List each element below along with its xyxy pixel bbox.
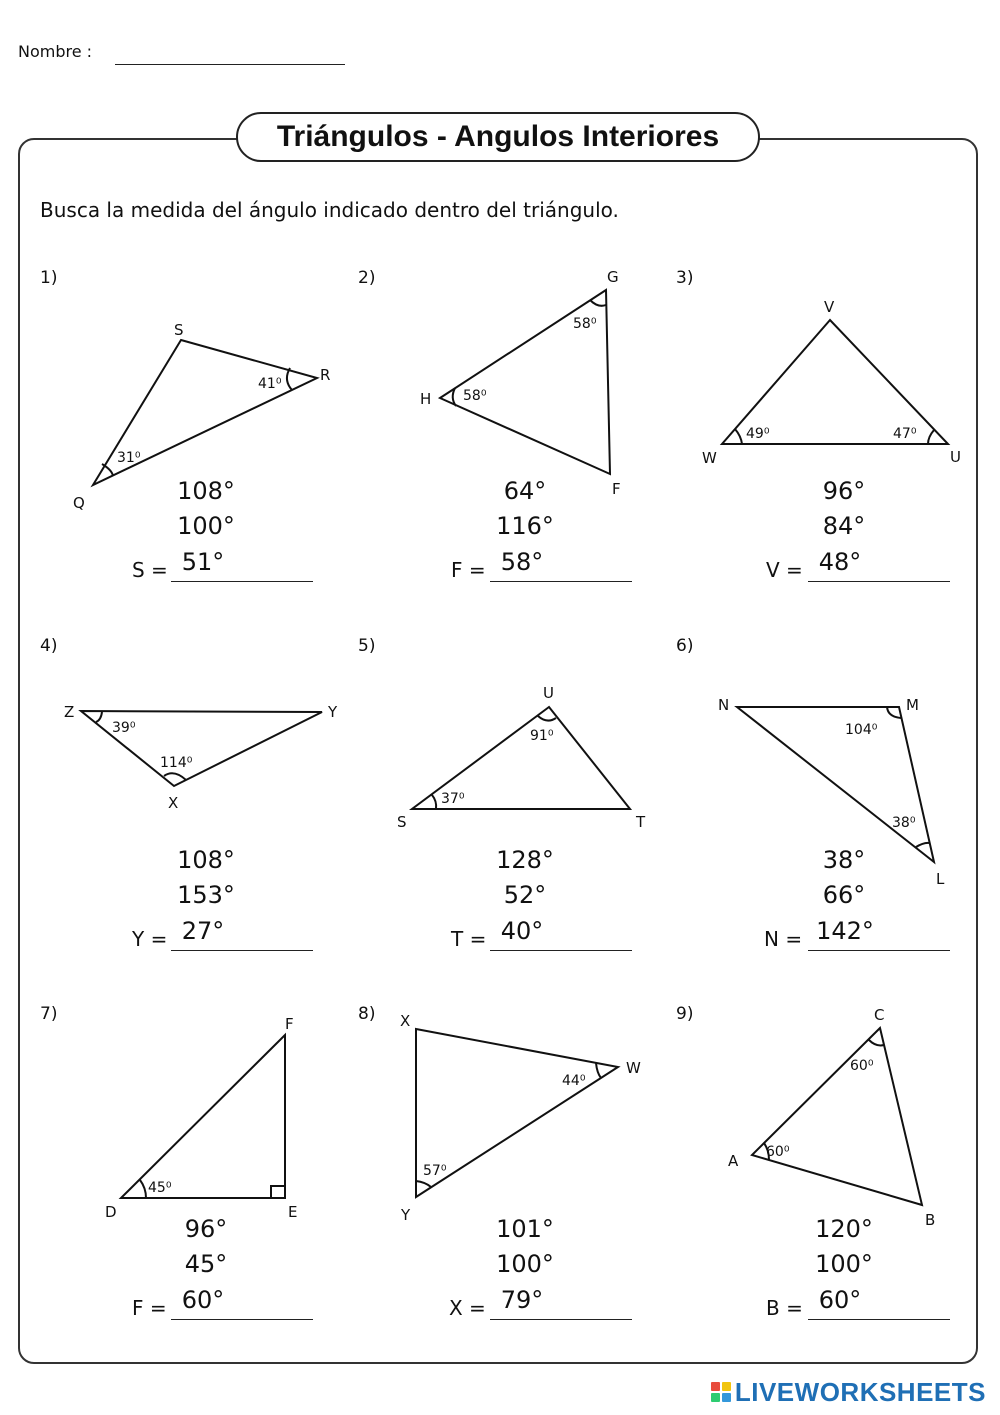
angle-label: 39⁰ bbox=[112, 720, 136, 736]
vertex-label: X bbox=[400, 1012, 411, 1030]
answer-value: 60° bbox=[818, 1286, 862, 1314]
problem-number: 6) bbox=[676, 636, 694, 656]
brand-text: LIVEWORKSHEETS bbox=[734, 1376, 986, 1407]
vertex-label: L bbox=[936, 870, 945, 888]
answer-option: 116° bbox=[496, 512, 554, 540]
answer-label: Y = bbox=[132, 927, 168, 951]
problem-number: 9) bbox=[676, 1004, 694, 1024]
problem-number: 5) bbox=[358, 636, 376, 656]
answer-option: 96° bbox=[184, 1215, 228, 1243]
problem-number: 8) bbox=[358, 1004, 376, 1024]
answer-option: 100° bbox=[496, 1250, 554, 1278]
vertex-label: W bbox=[626, 1059, 641, 1077]
answer-option: 100° bbox=[177, 512, 235, 540]
answer-option: 101° bbox=[496, 1215, 554, 1243]
answer-field[interactable] bbox=[490, 1319, 632, 1320]
answer-value: 27° bbox=[181, 917, 225, 945]
vertex-label: Z bbox=[64, 703, 75, 721]
vertex-label: T bbox=[636, 813, 646, 831]
answer-option: 38° bbox=[822, 846, 866, 874]
answer-option: 52° bbox=[503, 881, 547, 909]
vertex-label: U bbox=[950, 448, 961, 466]
problem-number: 1) bbox=[40, 268, 58, 288]
problem-number: 7) bbox=[40, 1004, 58, 1024]
answer-option: 45° bbox=[184, 1250, 228, 1278]
angle-label: 104⁰ bbox=[845, 722, 878, 738]
answer-option: 84° bbox=[822, 512, 866, 540]
answer-label: B = bbox=[766, 1296, 803, 1320]
angle-label: 60⁰ bbox=[766, 1144, 790, 1160]
vertex-label: S bbox=[397, 813, 407, 831]
answer-option: 128° bbox=[496, 846, 554, 874]
vertex-label: Q bbox=[73, 494, 85, 512]
answer-field[interactable] bbox=[490, 950, 632, 951]
answer-label: V = bbox=[766, 558, 803, 582]
vertex-label: Y bbox=[328, 703, 338, 721]
name-input-line[interactable] bbox=[115, 64, 345, 65]
angle-label: 49⁰ bbox=[746, 426, 770, 442]
vertex-label: C bbox=[874, 1006, 885, 1024]
vertex-label: S bbox=[174, 321, 184, 339]
answer-option: 120° bbox=[815, 1215, 873, 1243]
logo-square bbox=[711, 1393, 720, 1402]
answer-label: X = bbox=[449, 1296, 486, 1320]
logo-square bbox=[722, 1393, 731, 1402]
page-title: Triángulos - Angulos Interiores bbox=[236, 112, 760, 162]
problem-number: 2) bbox=[358, 268, 376, 288]
answer-value: 142° bbox=[816, 917, 874, 945]
answer-field[interactable] bbox=[490, 581, 632, 582]
vertex-label: M bbox=[906, 696, 919, 714]
vertex-label: Y bbox=[401, 1206, 411, 1224]
vertex-label: H bbox=[420, 390, 432, 408]
angle-label: 91⁰ bbox=[530, 728, 554, 744]
logo-square bbox=[722, 1382, 731, 1391]
angle-label: 58⁰ bbox=[573, 316, 597, 332]
angle-label: 114⁰ bbox=[160, 755, 193, 771]
vertex-label: G bbox=[607, 268, 619, 286]
answer-value: 48° bbox=[818, 548, 862, 576]
angle-label: 44⁰ bbox=[562, 1073, 586, 1089]
logo-icon bbox=[711, 1382, 731, 1402]
instructions: Busca la medida del ángulo indicado dentro del triángulo. bbox=[40, 198, 619, 222]
answer-option: 96° bbox=[822, 477, 866, 505]
vertex-label: N bbox=[718, 696, 730, 714]
vertex-label: V bbox=[824, 298, 835, 316]
answer-field[interactable] bbox=[808, 581, 950, 582]
answer-option: 64° bbox=[503, 477, 547, 505]
answer-label: N = bbox=[764, 927, 803, 951]
vertex-label: D bbox=[105, 1203, 117, 1221]
vertex-label: A bbox=[728, 1152, 739, 1170]
answer-label: T = bbox=[451, 927, 487, 951]
problem-number: 4) bbox=[40, 636, 58, 656]
answer-field[interactable] bbox=[808, 1319, 950, 1320]
answer-label: F = bbox=[132, 1296, 167, 1320]
angle-label: 60⁰ bbox=[850, 1058, 874, 1074]
answer-value: 51° bbox=[181, 548, 225, 576]
angle-label: 58⁰ bbox=[463, 388, 487, 404]
vertex-label: E bbox=[288, 1203, 298, 1221]
answer-value: 79° bbox=[500, 1286, 544, 1314]
vertex-label: X bbox=[168, 794, 179, 812]
logo-square bbox=[711, 1382, 720, 1391]
answer-option: 108° bbox=[177, 846, 235, 874]
angle-label: 41⁰ bbox=[258, 376, 282, 392]
angle-label: 38⁰ bbox=[892, 815, 916, 831]
angle-label: 57⁰ bbox=[423, 1163, 447, 1179]
vertex-label: B bbox=[925, 1211, 936, 1229]
vertex-label: R bbox=[320, 366, 331, 384]
answer-option: 100° bbox=[815, 1250, 873, 1278]
vertex-label: F bbox=[285, 1015, 294, 1033]
answer-label: S = bbox=[132, 558, 168, 582]
answer-label: F = bbox=[451, 558, 486, 582]
answer-field[interactable] bbox=[808, 950, 950, 951]
angle-label: 37⁰ bbox=[441, 791, 465, 807]
answer-value: 58° bbox=[500, 548, 544, 576]
answer-option: 66° bbox=[822, 881, 866, 909]
vertex-label: F bbox=[612, 480, 621, 498]
vertex-label: W bbox=[702, 449, 717, 467]
vertex-label: U bbox=[543, 684, 554, 702]
answer-option: 108° bbox=[177, 477, 235, 505]
answer-value: 60° bbox=[181, 1286, 225, 1314]
angle-label: 45⁰ bbox=[148, 1180, 172, 1196]
answer-field[interactable] bbox=[171, 950, 313, 951]
problem-number: 3) bbox=[676, 268, 694, 288]
answer-field[interactable] bbox=[171, 581, 313, 582]
answer-field[interactable] bbox=[171, 1319, 313, 1320]
liveworksheets-logo[interactable] bbox=[711, 1377, 986, 1407]
answer-value: 40° bbox=[500, 917, 544, 945]
angle-label: 31⁰ bbox=[117, 450, 141, 466]
answer-option: 153° bbox=[177, 881, 235, 909]
name-label: Nombre : bbox=[18, 42, 93, 61]
worksheet-frame bbox=[18, 138, 978, 1364]
angle-label: 47⁰ bbox=[893, 426, 917, 442]
